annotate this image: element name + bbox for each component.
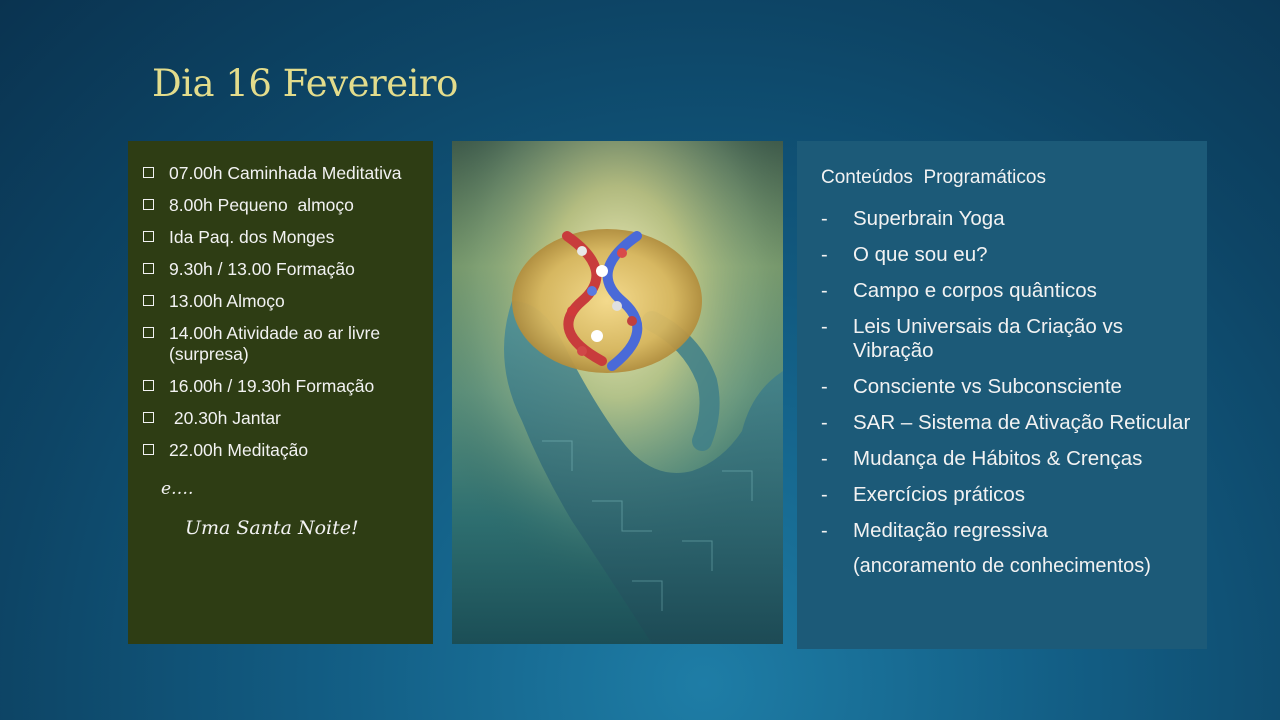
content-item-label: Exercícios práticos — [853, 483, 1026, 506]
checkbox-icon — [143, 412, 154, 423]
content-item — [821, 447, 1207, 471]
schedule-item — [143, 259, 421, 280]
content-item-label: Consciente vs Subconsciente — [853, 375, 1122, 398]
content-item-label: Mudança de Hábitos & Crenças — [853, 447, 1143, 470]
checkbox-icon — [143, 380, 154, 391]
content-item — [821, 279, 1207, 303]
content-panel — [797, 141, 1207, 649]
dash-bullet: - — [821, 208, 828, 230]
content-item — [821, 207, 1207, 231]
dash-bullet: - — [821, 244, 828, 266]
schedule-panel — [128, 141, 433, 644]
schedule-item — [143, 291, 421, 312]
schedule-item-label: 22.00h Meditação — [169, 440, 309, 460]
dna-hand-illustration — [452, 141, 783, 644]
dash-bullet: - — [821, 376, 828, 398]
content-item-label: Superbrain Yoga — [853, 207, 1005, 230]
checkbox-icon — [143, 263, 154, 274]
schedule-item-label: 9.30h / 13.00 Formação — [169, 259, 355, 279]
dash-bullet: - — [821, 484, 828, 506]
schedule-item — [143, 376, 421, 397]
schedule-item — [143, 408, 421, 429]
content-item — [821, 243, 1207, 267]
content-item-label: Leis Universais da Criação vs Vibração — [853, 315, 1124, 362]
dash-bullet: - — [821, 280, 828, 302]
schedule-item-label: 14.00h Atividade ao ar livre (surpresa) — [169, 323, 381, 364]
schedule-item-label: 8.00h Pequeno almoço — [169, 195, 354, 215]
schedule-item — [143, 163, 421, 184]
checkbox-icon — [143, 444, 154, 455]
schedule-item — [143, 440, 421, 461]
schedule-closing-text: Uma Santa Noite! — [185, 517, 359, 539]
slide-title: Dia 16 Fevereiro — [152, 62, 458, 105]
dash-bullet: - — [821, 412, 828, 434]
schedule-item — [143, 323, 421, 365]
schedule-item-label: 16.00h / 19.30h Formação — [169, 376, 375, 396]
dash-bullet: - — [821, 448, 828, 470]
content-item-label: O que sou eu? — [853, 243, 988, 266]
checkbox-icon — [143, 231, 154, 242]
content-item-label: Meditação regressiva — [853, 519, 1048, 542]
content-item — [821, 315, 1207, 363]
content-item-label: SAR – Sistema de Ativação Reticular — [853, 411, 1191, 434]
content-item-label: Campo e corpos quânticos — [853, 279, 1097, 302]
schedule-item-label: 07.00h Caminhada Meditativa — [169, 163, 402, 183]
content-header: Conteúdos Programáticos — [821, 167, 1046, 188]
checkbox-icon — [143, 199, 154, 210]
dash-bullet: - — [821, 520, 828, 542]
dash-bullet: - — [821, 316, 828, 338]
schedule-item-label: 13.00h Almoço — [169, 291, 285, 311]
content-item — [821, 375, 1207, 399]
content-item — [821, 411, 1207, 435]
schedule-item — [143, 227, 421, 248]
content-item — [821, 483, 1207, 507]
content-note: (ancoramento de conhecimentos) — [853, 555, 1151, 577]
schedule-item — [143, 195, 421, 216]
schedule-item-label: 20.30h Jantar — [169, 408, 281, 428]
checkbox-icon — [143, 295, 154, 306]
schedule-item-label: Ida Paq. dos Monges — [169, 227, 335, 247]
checkbox-icon — [143, 327, 154, 338]
content-item — [821, 519, 1207, 543]
schedule-extra-text: e…. — [161, 479, 194, 499]
checkbox-icon — [143, 167, 154, 178]
